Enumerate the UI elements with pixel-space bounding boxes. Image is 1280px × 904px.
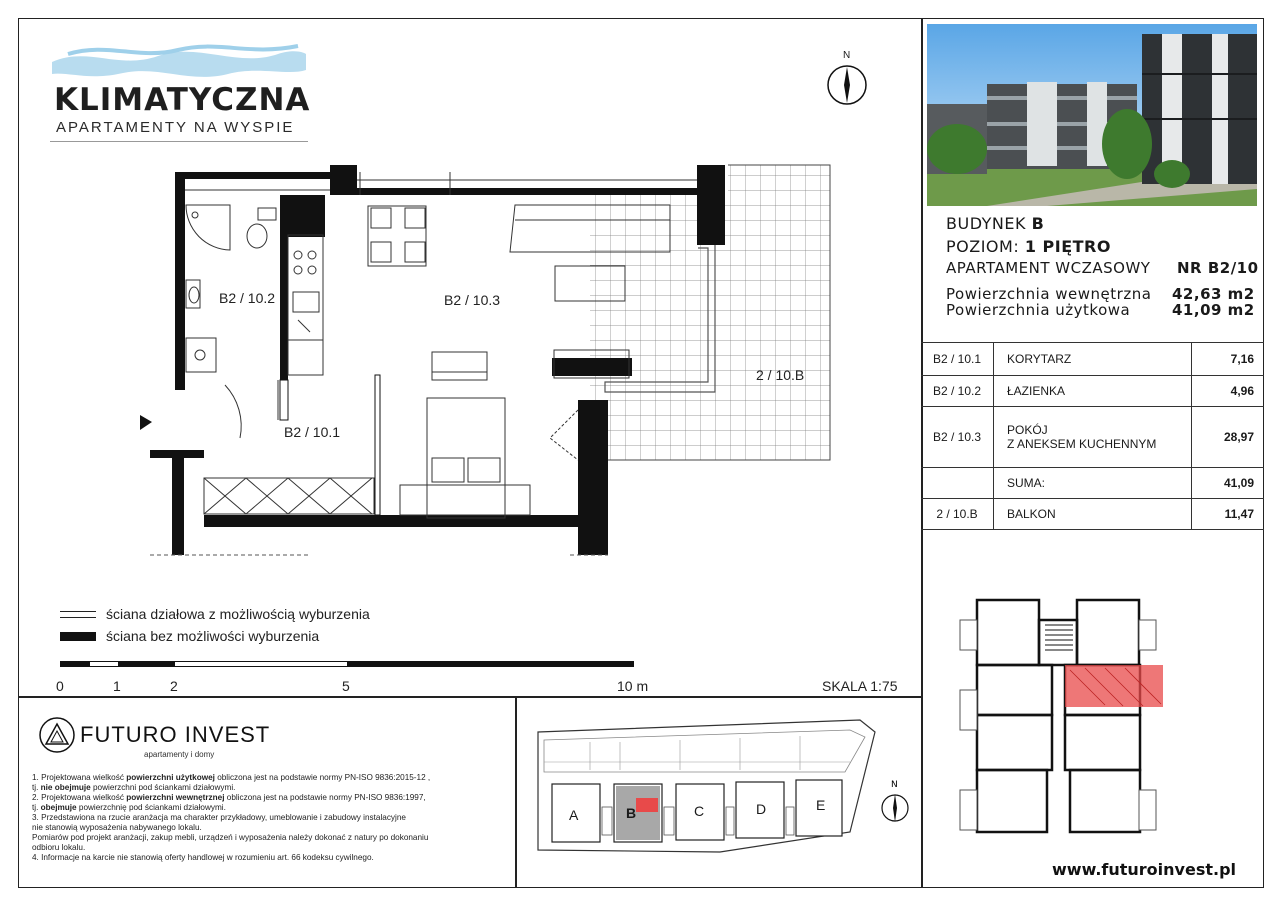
website-link[interactable]: www.futuroinvest.pl	[1052, 860, 1237, 879]
rooms-table	[921, 342, 1264, 530]
room-name: POKÓJ Z ANEKSEM KUCHENNYM	[994, 407, 1192, 468]
room-area: 4,96	[1192, 376, 1265, 407]
balcony-id: 2 / 10.B	[921, 499, 994, 530]
scale-bar	[60, 661, 634, 667]
floor-plan	[130, 160, 850, 570]
sitemap-compass-icon	[880, 778, 910, 828]
level-label: POZIOM:	[946, 237, 1020, 256]
table-row	[921, 499, 1264, 530]
area-internal-label: Powierzchnia wewnętrzna	[946, 285, 1152, 303]
site-building-d: D	[756, 801, 767, 817]
note-line: nie stanowią wyposażenia nabywanego lokalu.	[32, 823, 202, 832]
area-usable-value: 41,09 m2	[1172, 301, 1255, 319]
level-value: 1 PIĘTRO	[1024, 237, 1111, 256]
building-label: BUDYNEK	[946, 214, 1026, 233]
apartment-label: APARTAMENT WCZASOWY	[946, 259, 1151, 277]
north-label: N	[843, 50, 851, 61]
brand-underline	[50, 141, 308, 142]
room-id: B2 / 10.2	[921, 376, 994, 407]
table-row	[921, 343, 1264, 376]
room-label-b2-10-3: B2 / 10.3	[444, 292, 501, 308]
scale-tick-0: 0	[56, 678, 64, 694]
legend-thin-label: ściana działowa z możliwością wyburzenia	[106, 606, 370, 622]
company-name: FUTURO INVEST	[80, 722, 271, 747]
building-line	[946, 214, 1044, 233]
note-line: 1. Projektowana wielkość powierzchni użytkowej obliczona jest na podstawie normy PN-ISO 9836:2015-12 ,	[32, 773, 431, 782]
wave-logo-icon	[48, 40, 310, 82]
room-area: 28,97	[1192, 407, 1265, 468]
note-line: odbioru lokalu.	[32, 843, 86, 852]
room-name: KORYTARZ	[994, 343, 1192, 376]
note-line: 4. Informacje na karcie nie stanowią oferty handlowej w rozumieniu art. 66 kodeksu cywilnego.	[32, 853, 374, 862]
sum-label: SUMA:	[994, 468, 1192, 499]
site-building-b: B	[626, 805, 637, 821]
note-line: 3. Przedstawiona na rzucie aranżacja ma charakter przykładowy, umeblowanie i zabudowy instalacyjne	[32, 813, 406, 822]
apartment-line	[946, 259, 1150, 277]
futuro-logo-icon	[38, 716, 76, 754]
compass-icon	[826, 64, 868, 106]
note-line: Pomiarów pod projekt aranżacji, zakup mebli, urządzeń i wyposażenia należy dokonać z natury po dokonaniu	[32, 833, 429, 842]
room-label-b2-10-1: B2 / 10.1	[284, 424, 341, 440]
svg-text:N: N	[891, 780, 898, 790]
brand-subtitle: APARTAMENTY NA WYSPIE	[56, 119, 295, 136]
legend-thin-swatch	[60, 611, 96, 618]
table-row	[921, 376, 1264, 407]
building-photo	[927, 24, 1257, 206]
scale-tick-5: 5	[342, 678, 350, 694]
building-value: B	[1031, 214, 1045, 233]
area-usable-label: Powierzchnia użytkowa	[946, 301, 1131, 319]
balcony-name: BALKON	[994, 499, 1192, 530]
note-line: tj. obejmuje powierzchnię pod ściankami działowymi.	[32, 803, 226, 812]
scale-tick-2: 2	[170, 678, 178, 694]
room-area: 7,16	[1192, 343, 1265, 376]
scale-label: SKALA 1:75	[822, 678, 898, 694]
north-compass	[826, 50, 868, 108]
room-id: B2 / 10.1	[921, 343, 994, 376]
site-map	[530, 712, 880, 862]
table-row-sum	[921, 468, 1264, 499]
scale-tick-10: 10 m	[617, 678, 649, 694]
table-row	[921, 407, 1264, 468]
company-tagline: apartamenty i domy	[144, 750, 215, 759]
balcony-area: 11,47	[1192, 499, 1265, 530]
note-line: tj. nie obejmuje powierzchni pod ściankami działowymi.	[32, 783, 236, 792]
floor-key-plan	[955, 590, 1170, 840]
area-internal-value: 42,63 m2	[1172, 285, 1255, 303]
notes-list	[32, 773, 502, 863]
room-label-b2-10-2: B2 / 10.2	[219, 290, 276, 306]
legend-thick-swatch	[60, 632, 96, 641]
site-building-c: C	[694, 803, 705, 819]
room-name: ŁAZIENKA	[994, 376, 1192, 407]
note-line: 2. Projektowana wielkość powierzchni wewnętrznej obliczona jest na podstawie normy PN-ISO 9836:1997,	[32, 793, 426, 802]
room-label-balcony: 2 / 10.B	[756, 367, 805, 383]
apartment-number: NR B2/10	[1177, 259, 1259, 277]
brand-title: KLIMATYCZNA	[54, 82, 311, 118]
site-building-e: E	[816, 797, 826, 813]
site-building-a: A	[569, 807, 579, 823]
legend-thick-label: ściana bez możliwości wyburzenia	[106, 628, 320, 644]
level-line	[946, 237, 1111, 256]
sum-value: 41,09	[1192, 468, 1265, 499]
scale-tick-1: 1	[113, 678, 121, 694]
room-id: B2 / 10.3	[921, 407, 994, 468]
